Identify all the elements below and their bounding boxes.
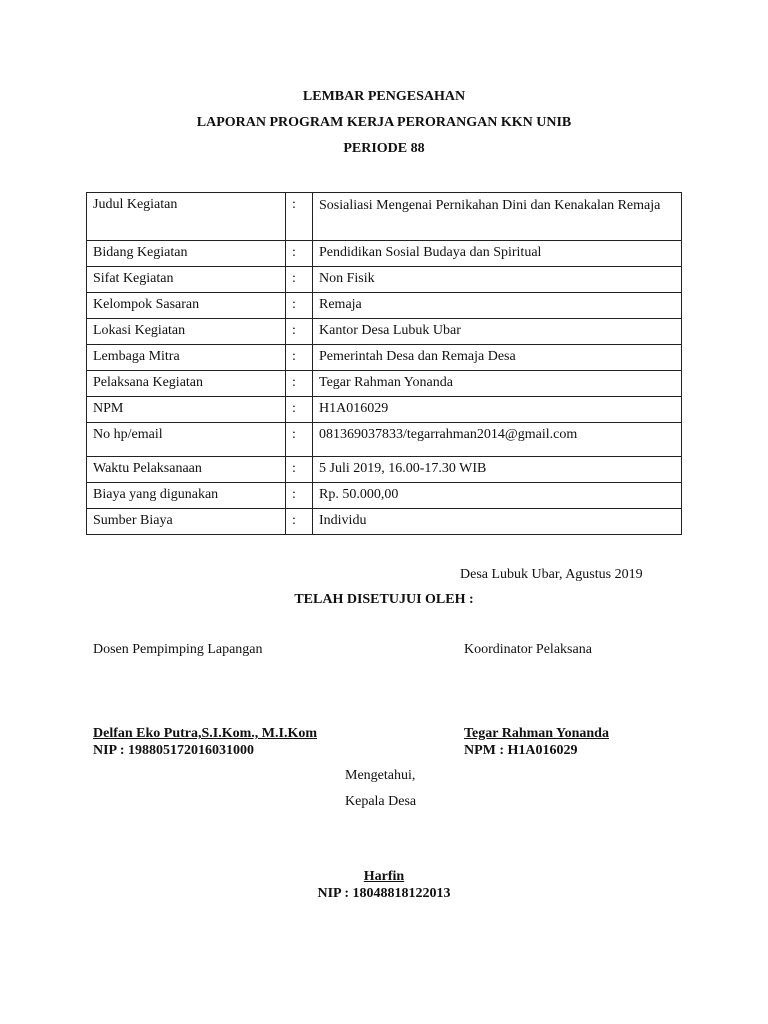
table-row — [87, 193, 682, 241]
row-label: Pelaksana Kegiatan — [87, 371, 286, 397]
row-value: Pemerintah Desa dan Remaja Desa — [313, 345, 682, 371]
supervisor-name: Delfan Eko Putra,S.I.Kom., M.I.Kom — [93, 726, 317, 741]
table-row — [87, 397, 682, 423]
row-value: Individu — [313, 509, 682, 535]
table-row — [87, 241, 682, 267]
supervisor-nip: NIP : 198805172016031000 — [93, 743, 254, 758]
coordinator-name: Tegar Rahman Yonanda — [464, 726, 609, 741]
village-head-title: Kepala Desa — [345, 794, 417, 809]
row-value: Tegar Rahman Yonanda — [313, 371, 682, 397]
table-row — [87, 345, 682, 371]
document-period: PERIODE 88 — [343, 141, 425, 156]
row-colon: : — [286, 193, 313, 241]
row-colon: : — [286, 345, 313, 371]
document-title: LEMBAR PENGESAHAN — [302, 89, 466, 104]
acknowledged-label: Mengetahui, — [345, 768, 416, 783]
row-value: H1A016029 — [313, 397, 682, 423]
row-value: Kantor Desa Lubuk Ubar — [313, 319, 682, 345]
table-row — [87, 509, 682, 535]
row-value: Sosialiasi Mengenai Pernikahan Dini dan Kenakalan Remaja — [313, 193, 682, 241]
place-date: Desa Lubuk Ubar, Agustus 2019 — [460, 567, 643, 582]
supervisor-role: Dosen Pempimping Lapangan — [93, 642, 263, 657]
row-label: NPM — [87, 397, 286, 423]
row-label: Lembaga Mitra — [87, 345, 286, 371]
row-colon: : — [286, 509, 313, 535]
table-row — [87, 319, 682, 345]
row-label: Judul Kegiatan — [87, 193, 286, 241]
document-subtitle: LAPORAN PROGRAM KERJA PERORANGAN KKN UNIB — [196, 115, 572, 130]
row-colon: : — [286, 241, 313, 267]
table-row — [87, 293, 682, 319]
row-label: No hp/email — [87, 423, 286, 457]
row-label: Bidang Kegiatan — [87, 241, 286, 267]
table-row — [87, 423, 682, 457]
village-head-name: Harfin — [363, 869, 405, 884]
row-label: Sumber Biaya — [87, 509, 286, 535]
row-colon: : — [286, 267, 313, 293]
row-label: Lokasi Kegiatan — [87, 319, 286, 345]
row-colon: : — [286, 457, 313, 483]
table-row — [87, 483, 682, 509]
row-label: Kelompok Sasaran — [87, 293, 286, 319]
table-row — [87, 371, 682, 397]
coordinator-npm: NPM : H1A016029 — [464, 743, 578, 758]
row-colon: : — [286, 371, 313, 397]
row-colon: : — [286, 423, 313, 457]
row-value: Remaja — [313, 293, 682, 319]
row-label: Waktu Pelaksanaan — [87, 457, 286, 483]
coordinator-role: Koordinator Pelaksana — [464, 642, 592, 657]
row-value: 081369037833/tegarrahman2014@gmail.com — [313, 423, 682, 457]
table-row — [87, 457, 682, 483]
village-head-nip: NIP : 18048818122013 — [317, 886, 451, 901]
approved-by-heading: TELAH DISETUJUI OLEH : — [294, 592, 474, 607]
row-label: Biaya yang digunakan — [87, 483, 286, 509]
row-colon: : — [286, 483, 313, 509]
row-value: Non Fisik — [313, 267, 682, 293]
table-row — [87, 267, 682, 293]
row-label: Sifat Kegiatan — [87, 267, 286, 293]
row-value: 5 Juli 2019, 16.00-17.30 WIB — [313, 457, 682, 483]
activity-info-table — [86, 192, 682, 535]
row-value: Rp. 50.000,00 — [313, 483, 682, 509]
row-value: Pendidikan Sosial Budaya dan Spiritual — [313, 241, 682, 267]
row-colon: : — [286, 397, 313, 423]
row-colon: : — [286, 293, 313, 319]
row-colon: : — [286, 319, 313, 345]
